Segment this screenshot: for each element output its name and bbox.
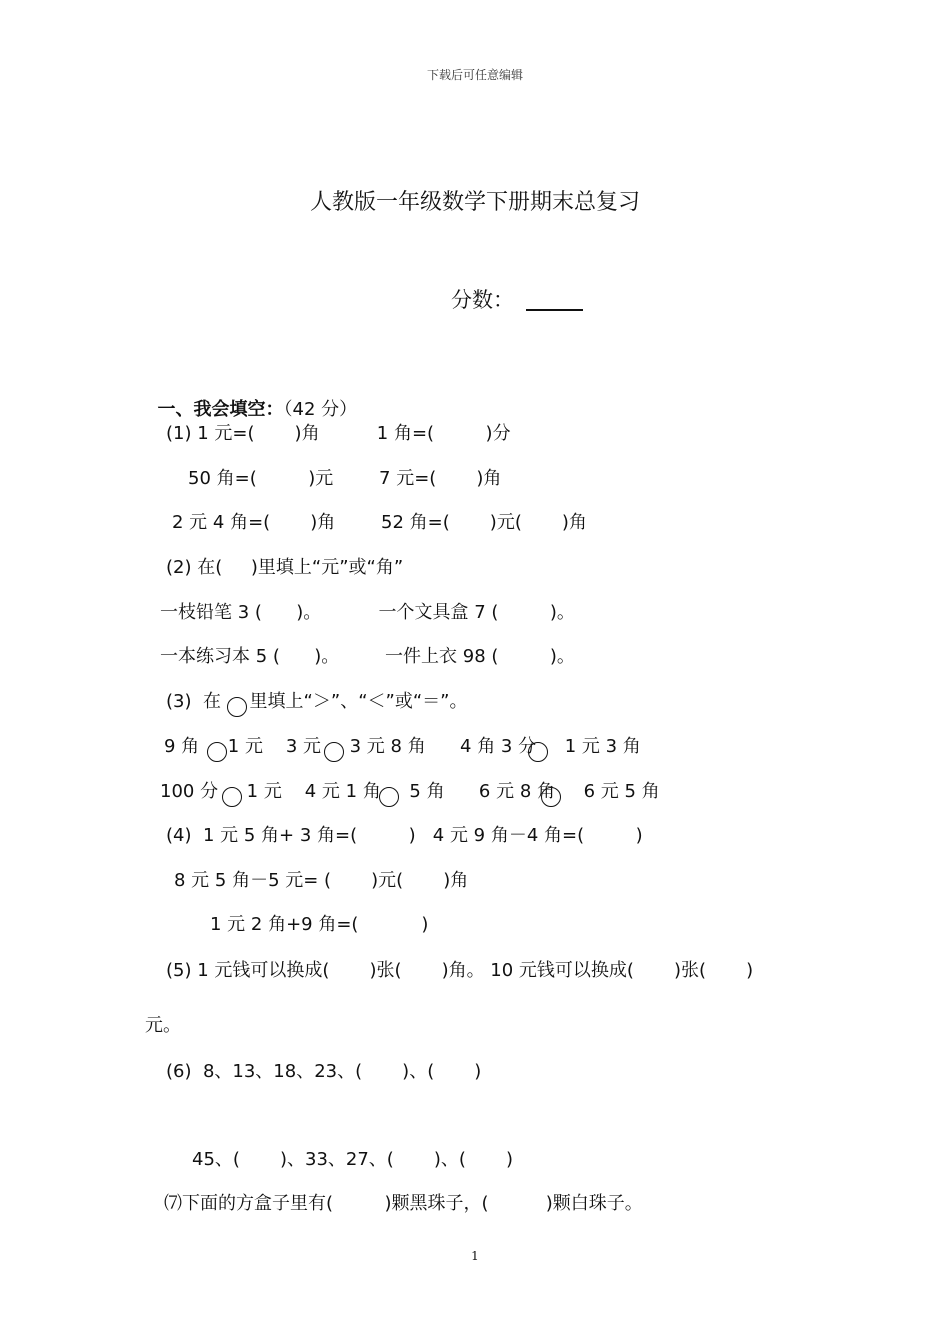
compare-circle[interactable]: [379, 787, 399, 807]
question-line: 一本练习本 5 ( )。 一件上衣 98 ( )。: [160, 646, 575, 667]
question-line: 100 分 1 元 4 元 1 角 5 角 6 元 8 角 6 元 5 角: [160, 781, 660, 802]
section-heading: [145, 374, 357, 421]
page-title: 人教版一年级数学下册期末总复习: [309, 190, 640, 215]
compare-circle[interactable]: [528, 742, 548, 762]
question-line: (3) 在 里填上“＞”、“＜”或“＝”。: [166, 691, 468, 712]
question-line: 8 元 5 角－5 元= ( )元( )角: [174, 870, 469, 891]
question-line: (4) 1 元 5 角+ 3 角=( ) 4 元 9 角－4 角=( ): [166, 825, 643, 846]
score-blank-line: [526, 309, 583, 311]
question-line: (2) 在( )里填上“元”或“角”: [166, 557, 404, 578]
question-line: 45、( )、33、27、( )、( ): [192, 1149, 514, 1170]
question-line: ⑺下面的方盒子里有( )颗黑珠子，( )颗白珠子。: [164, 1193, 643, 1214]
score-label: 分数：: [451, 288, 514, 312]
question-line: 元。: [145, 1015, 181, 1036]
question-line: (1) 1 元=( )角 1 角=( )分: [166, 423, 511, 444]
question-line: (6) 8、13、18、23、( )、( ): [166, 1061, 482, 1082]
page-number: 1: [471, 1249, 479, 1263]
compare-circle[interactable]: [207, 742, 227, 762]
question-line: 9 角 1 元 3 元 3 元 8 角 4 角 3 分 1 元 3 角: [164, 736, 641, 757]
compare-circle[interactable]: [222, 787, 242, 807]
question-line: 一枝铅笔 3 ( )。 一个文具盒 7 ( )。: [160, 602, 575, 623]
compare-circle[interactable]: [541, 787, 561, 807]
section-label: 一、我会填空：: [157, 399, 284, 420]
compare-circle[interactable]: [227, 697, 247, 717]
question-line: (5) 1 元钱可以换成( )张( )角。 10 元钱可以换成( )张( ): [166, 960, 754, 981]
section-points: （42 分）: [283, 399, 358, 420]
question-line: 50 角=( )元 7 元=( )角: [188, 468, 502, 489]
page-header: 下载后可任意编辑: [426, 68, 523, 82]
question-line: 1 元 2 角+9 角=( ): [210, 914, 429, 935]
question-line: 2 元 4 角=( )角 52 角=( )元( )角: [172, 512, 587, 533]
compare-circle[interactable]: [324, 742, 344, 762]
